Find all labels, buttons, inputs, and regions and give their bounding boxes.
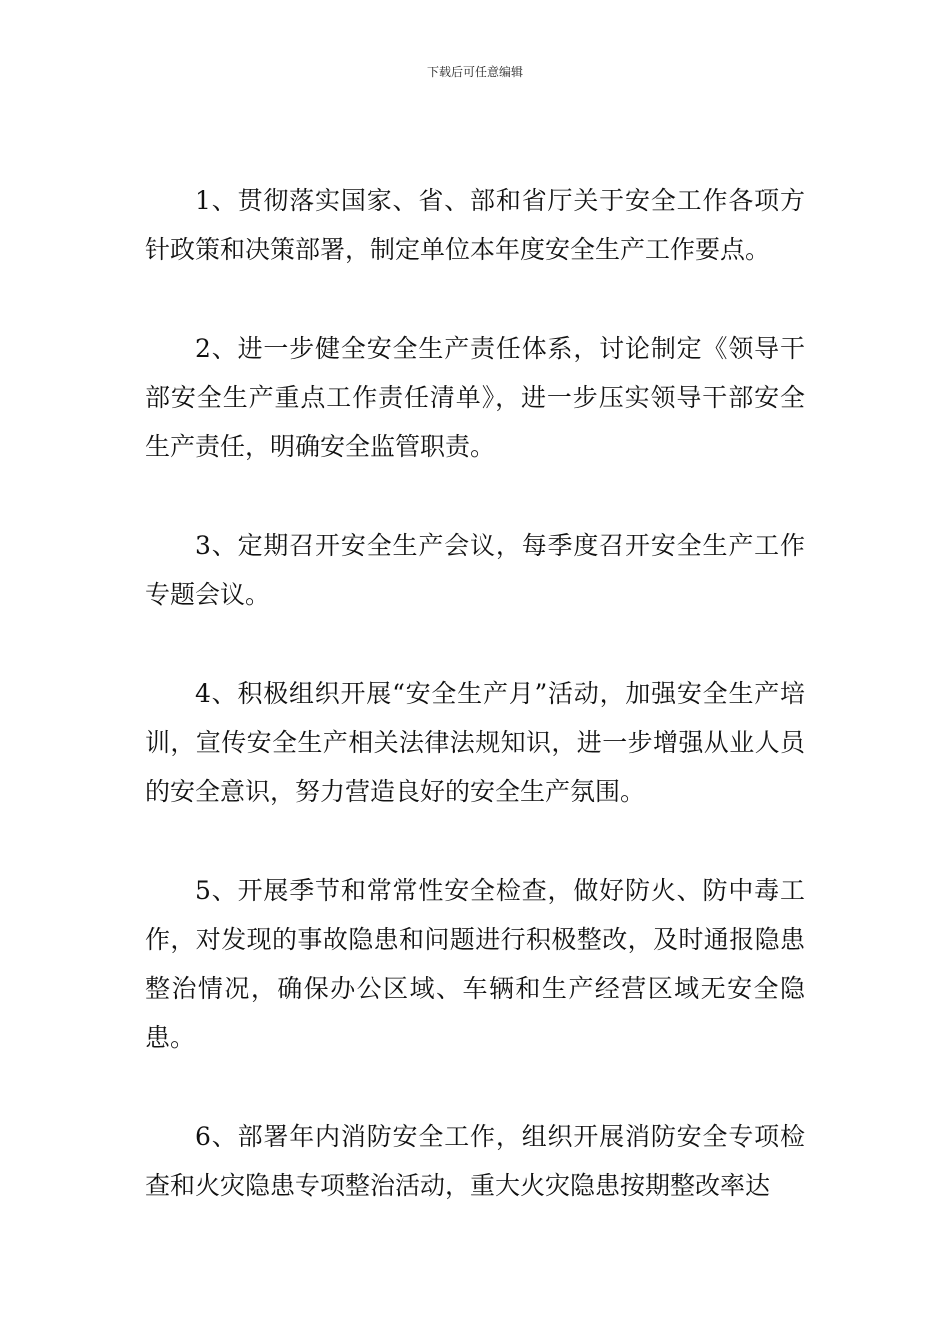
document-body (145, 176, 805, 1260)
paragraph-2: 2、进一步健全安全生产责任体系，讨论制定《领导干部安全生产重点工作责任清单》，进一步压实领导干部安全生产责任，明确安全监管职责。 (145, 334, 805, 461)
paragraph-1: 1、贯彻落实国家、省、部和省厅关于安全工作各项方针政策和决策部署，制定单位本年度安全生产工作要点。 (145, 186, 805, 264)
paragraph-6: 6、部署年内消防安全工作，组织开展消防安全专项检查和火灾隐患专项整治活动，重大火灾隐患按期整改率达 (145, 1122, 805, 1200)
paragraph-3: 3、定期召开安全生产会议，每季度召开安全生产工作专题会议。 (145, 531, 805, 609)
page-header-note: 下载后可任意编辑 (426, 65, 523, 79)
paragraph-5: 5、开展季节和常常性安全检查，做好防火、防中毒工作，对发现的事故隐患和问题进行积极整改，及时通报隐患整治情况，确保办公区域、车辆和生产经营区域无安全隐患。 (145, 876, 805, 1052)
paragraph-4: 4、积极组织开展“安全生产月”活动，加强安全生产培训，宣传安全生产相关法律法规知识，进一步增强从业人员的安全意识，努力营造良好的安全生产氛围。 (145, 679, 805, 806)
